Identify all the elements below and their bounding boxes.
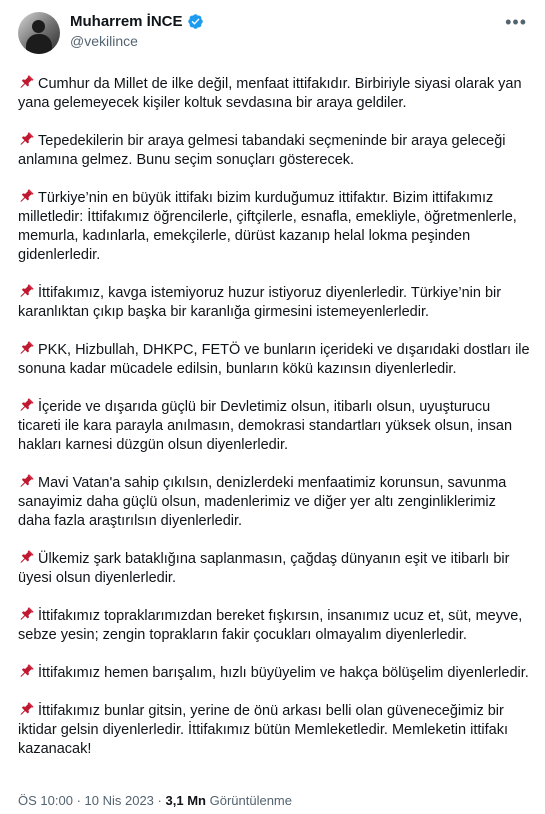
pushpin-icon <box>18 188 35 205</box>
paragraph-text: Cumhur da Millet de ilke değil, menfaat ittifakıdır. Birbiriyle siyasi olarak yan yana gelemeyecek kişiler koltuk sevdasına bir araya geldiler. <box>18 76 522 111</box>
verified-badge-icon <box>187 13 204 30</box>
tweet-paragraph <box>18 340 530 379</box>
paragraph-text: Tepedekilerin bir araya gelmesi tabandaki seçmeninde bir araya geleceği anlamına gelmez. Bunu seçim sonuçları gösterecek. <box>18 133 506 168</box>
paragraph-text: İttifakımız hemen barışalım, hızlı büyüyelim ve hakça bölüşelim diyenlerledir. <box>38 665 529 681</box>
tweet-paragraph <box>18 701 530 759</box>
tweet-paragraph <box>18 549 530 588</box>
tweet-time[interactable]: ÖS 10:00 <box>18 793 73 808</box>
tweet-paragraph <box>18 74 530 113</box>
avatar[interactable] <box>18 12 60 54</box>
pushpin-icon <box>18 131 35 148</box>
pushpin-icon <box>18 701 35 718</box>
pushpin-icon <box>18 74 35 91</box>
views-label: Görüntülenme <box>209 793 292 808</box>
tweet-paragraph <box>18 131 530 170</box>
meta-separator: · <box>76 793 81 808</box>
paragraph-text: Mavi Vatan'a sahip çıkılsın, denizlerdeki menfaatimiz korunsun, savunma sanayimiz daha güçlü olsun, madenlerimiz ve diğer yer altı zenginliklerimiz daha fazla araştırılsın diyenlerledir. <box>18 475 507 529</box>
tweet-date[interactable]: 10 Nis 2023 <box>84 793 154 808</box>
pushpin-icon <box>18 606 35 623</box>
paragraph-text: Ülkemiz şark bataklığına saplanmasın, çağdaş dünyanın eşit ve itibarlı bir üyesi olsun diyenlerledir. <box>18 551 510 586</box>
paragraph-text: Türkiye’nin en büyük ittifakı bizim kurduğumuz ittifaktır. Bizim ittifakımız milletledir: İttifakımız öğrencilerle, çiftçilerle, esnafla, emekliyle, öğretmenlerle, memurla, kadınlarla, emekçilerle, dürüst kazanıp helal lokma peşinden gidenlerledir. <box>18 190 517 263</box>
views-count: 3,1 Mn <box>165 793 206 808</box>
tweet-text <box>18 74 530 759</box>
paragraph-text: PKK, Hizbullah, DHKPC, FETÖ ve bunların içerideki ve dışarıdaki dostları ile sonuna kadar mücadele edilsin, bunların kökü kazınsın diyenlerledir. <box>18 342 530 377</box>
tweet-paragraph <box>18 663 530 683</box>
more-horizontal-icon[interactable]: ••• <box>505 12 527 32</box>
pushpin-icon <box>18 397 35 414</box>
paragraph-text: İttifakımız topraklarımızdan bereket fışkırsın, insanımız ucuz et, süt, meyve, sebze yesin; zengin toprakların fakir çocukları olmayalım diyenlerledir. <box>18 608 523 643</box>
pushpin-icon <box>18 340 35 357</box>
tweet-paragraph <box>18 188 530 265</box>
name-row <box>70 13 204 30</box>
tweet-meta <box>18 793 292 808</box>
pushpin-icon <box>18 473 35 490</box>
paragraph-text: İttifakımız bunlar gitsin, yerine de önü arkası belli olan güveneceğimiz bir iktidar gelsin diyenlerledir. İttifakımız bütün Memleketledir. Memleketin ittifakı kazanacak! <box>18 703 508 757</box>
paragraph-text: İçeride ve dışarıda güçlü bir Devletimiz olsun, itibarlı olsun, uyuşturucu ticareti ile kara parayla anılmasın, demokrasi standartları yüksek olsun, insan hakları karnesi düzgün olsun diyenlerledir. <box>18 399 513 453</box>
tweet-paragraph <box>18 397 530 455</box>
tweet-paragraph <box>18 473 530 531</box>
tweet-paragraph <box>18 606 530 645</box>
pushpin-icon <box>18 549 35 566</box>
tweet-header <box>18 10 527 60</box>
pushpin-icon <box>18 283 35 300</box>
tweet-paragraph <box>18 283 530 322</box>
paragraph-text: İttifakımız, kavga istemiyoruz huzur istiyoruz diyenlerledir. Türkiye’nin bir karanlıktan çıkıp başka bir karanlığa girmesini istemeyenlerledir. <box>18 285 502 320</box>
pushpin-icon <box>18 663 35 680</box>
meta-separator: · <box>157 793 162 808</box>
username-handle[interactable]: @vekilince <box>70 33 138 49</box>
display-name[interactable]: Muharrem İNCE <box>70 13 183 30</box>
author-info <box>70 13 204 49</box>
